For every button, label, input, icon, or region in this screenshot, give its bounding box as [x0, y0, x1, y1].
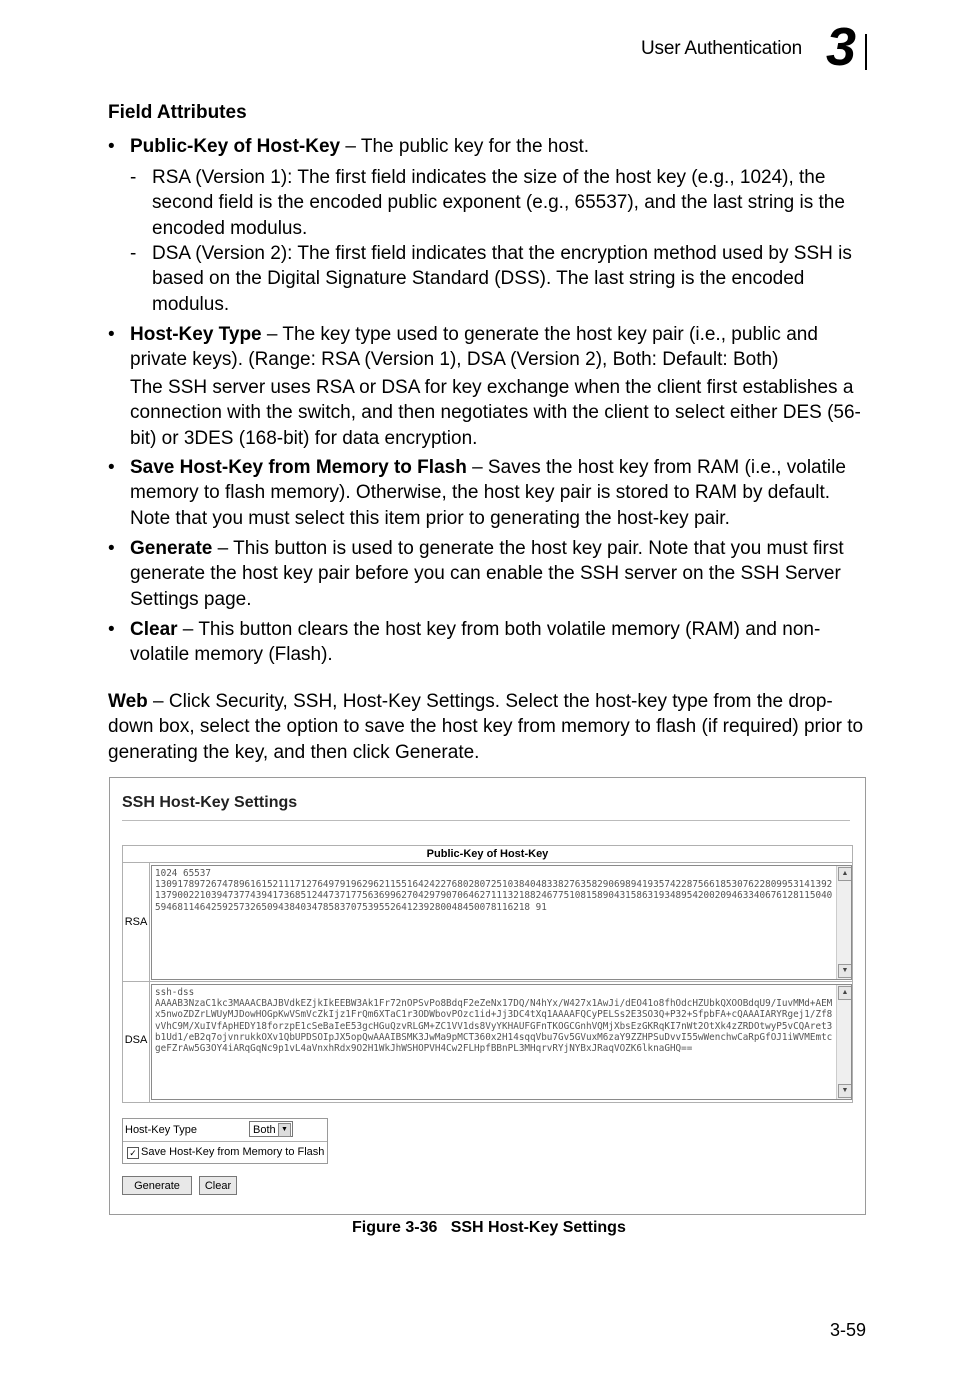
running-header-title: User Authentication	[641, 38, 802, 59]
chapter-number: 3	[826, 17, 857, 77]
public-key-table-header: Public-Key of Host-Key	[123, 846, 852, 863]
sub-dash: -	[130, 167, 137, 188]
header-rule	[865, 34, 867, 70]
table-divider	[149, 863, 150, 1102]
bullet-term: Save Host-Key from Memory to Flash	[130, 457, 467, 478]
sub-text: DSA (Version 2): The first field indicates that the encryption method used by SSH is based on the Digital Signature Standard (DSS). The last string is the encoded modulus.	[152, 243, 852, 315]
sub-item-dsa	[130, 241, 870, 317]
save-host-key-checkbox[interactable]: ✓	[127, 1147, 139, 1159]
bullet-text: – Saves the host key from RAM (i.e., volatile memory to flash memory). Otherwise, the host key pair is stored to RAM by default. Note that you must select this item prior to generating the host-key pair.	[130, 457, 846, 529]
rsa-row-label: RSA	[124, 916, 148, 928]
sub-item-rsa	[130, 165, 870, 241]
host-key-type-select[interactable]	[249, 1121, 293, 1137]
host-key-type-row	[123, 1119, 327, 1142]
host-key-type-value: Both	[253, 1124, 276, 1136]
ssh-host-key-settings-screenshot	[109, 777, 866, 1215]
bullet-save-host-key	[108, 455, 868, 531]
dsa-row-label: DSA	[124, 1034, 148, 1046]
web-instructions	[108, 689, 868, 765]
sub-text: RSA (Version 1): The first field indicates the size of the host key (e.g., 1024), the second field is the encoded public exponent (e.g., 65537), and the last string is the encoded modulus.	[152, 167, 845, 239]
bullet-term: Public-Key of Host-Key	[130, 136, 341, 157]
web-term: Web	[108, 691, 148, 712]
host-key-type-paragraph: The SSH server uses RSA or DSA for key exchange when the client first establishes a connection with the switch, and then negotiates with the client to select either DES (56-bit) or 3DES (168-bit) for data encryption.	[130, 377, 861, 449]
clear-button[interactable]: Clear	[199, 1176, 237, 1195]
figure-caption: Figure 3-36 SSH Host-Key Settings	[352, 1219, 626, 1236]
section-title: Field Attributes	[108, 102, 247, 123]
bullet-dot: •	[108, 538, 115, 559]
bullet-text: – This button clears the host key from both volatile memory (RAM) and non-volatile memory (Flash).	[130, 619, 821, 666]
bullet-host-key-type	[108, 322, 868, 373]
bullet-clear	[108, 617, 868, 668]
bullet-public-key	[108, 134, 868, 159]
rsa-key-textarea[interactable]	[151, 865, 852, 980]
host-key-options-table	[122, 1118, 328, 1164]
scroll-up-icon[interactable]: ▲	[838, 986, 852, 1000]
bullet-text: – This button is used to generate the host key pair. Note that you must first generate the host key pair before you can enable the SSH server on the SSH Server Settings page.	[130, 538, 844, 610]
scroll-down-icon[interactable]: ▼	[838, 1084, 852, 1098]
bullet-text: – The key type used to generate the host key pair (i.e., public and private keys). (Range: RSA (Version 1), DSA (Version 2), Both: Default: Both)	[130, 324, 818, 371]
scroll-down-icon[interactable]: ▼	[838, 964, 852, 978]
bullet-term: Host-Key Type	[130, 324, 262, 345]
page-number: 3-59	[829, 1320, 866, 1340]
bullet-dot: •	[108, 619, 115, 640]
save-host-key-row	[123, 1142, 327, 1163]
screenshot-title-rule	[122, 820, 850, 821]
save-host-key-label: Save Host-Key from Memory to Flash	[141, 1146, 325, 1158]
scroll-up-icon[interactable]: ▲	[838, 867, 852, 881]
dsa-key-text: ssh-dss AAAAB3NzaC1kc3MAAACBAJBVdkEZjkIkEEBW3Ak1Fr72nOPSvPo8BdqF2eZeNx17DQ/N4hYx/W427x1AwJi/dEO41o8fhOdcHZUbkQXOOBdqU9/IuvMMd+AEMx5nwoZDZrLWUyMJDowHOGpKwVSmVcZkIjz1FrQm6XTaC1r3ODWbovPOzc1id+Jj3DC4tXq1AAAAFQCyPELSs2E3SO3Q+P32+SfpbFA+cQAAAIARYRgej1/Zf8vVhC9M/XuIVfApHEDY18forzpE1cSeBaIeE53gcHGuQzvRLGM+ZC1VV1ds8VyYKHAUFGFnTKOGCGnhVQMjXbsEzGKRqKI7nWt2OtXk4zZRDOtwyP5vCQAret3b1Ud1/eB2q7ojvnrukkOXv1QbUPDSOIpJX5opQwAAAIBSMK3JwMa9pMCT360x2H14sqqVbu7Gv5GVuxM6zaY9ZZHPSuDvvI55wWenchwCaRpGfOJ1iWVMEmtcgeFZrAw5G3OY4iARqGqNc9p1vL4aVnxhRdx9O2H1WkJhWSHOPVH4Cw2FLHpfBBnPL3MHqrvRYjNYBxJRaqVOZK6lknaGHQ==	[155, 987, 833, 1055]
bullet-term: Generate	[130, 538, 213, 559]
dsa-key-textarea[interactable]	[151, 984, 852, 1100]
public-key-table	[122, 845, 853, 1103]
dsa-scrollbar[interactable]	[836, 985, 851, 1099]
bullet-dot: •	[108, 457, 115, 478]
bullet-term: Clear	[130, 619, 178, 640]
chevron-down-icon[interactable]: ▼	[278, 1123, 291, 1137]
host-key-type-label: Host-Key Type	[125, 1124, 197, 1136]
sub-dash: -	[130, 243, 137, 264]
rsa-scrollbar[interactable]	[836, 866, 851, 979]
bullet-dot: •	[108, 136, 115, 157]
screenshot-title: SSH Host-Key Settings	[122, 794, 298, 811]
bullet-text: – The public key for the host.	[340, 136, 589, 157]
table-row-divider	[123, 981, 852, 982]
bullet-generate	[108, 536, 868, 612]
web-text: – Click Security, SSH, Host-Key Settings. Select the host-key type from the drop-down box, select the option to save the host key from memory to flash (if required) prior to generating the key, and then click Generate.	[108, 691, 864, 763]
bullet-dot: •	[108, 324, 115, 345]
generate-button[interactable]: Generate	[122, 1176, 192, 1195]
rsa-key-text: 1024 65537 130917897267478961615211171276497919629621155164242276802807251038404833827635829069894193574228756618530762280995314139213790022103947377439417368512447371775636996270429790706462711132188246775108158904315863193489542002094633406761281150405946811464259257326509438403478583707539552641239280048450078116218 91	[155, 868, 833, 913]
